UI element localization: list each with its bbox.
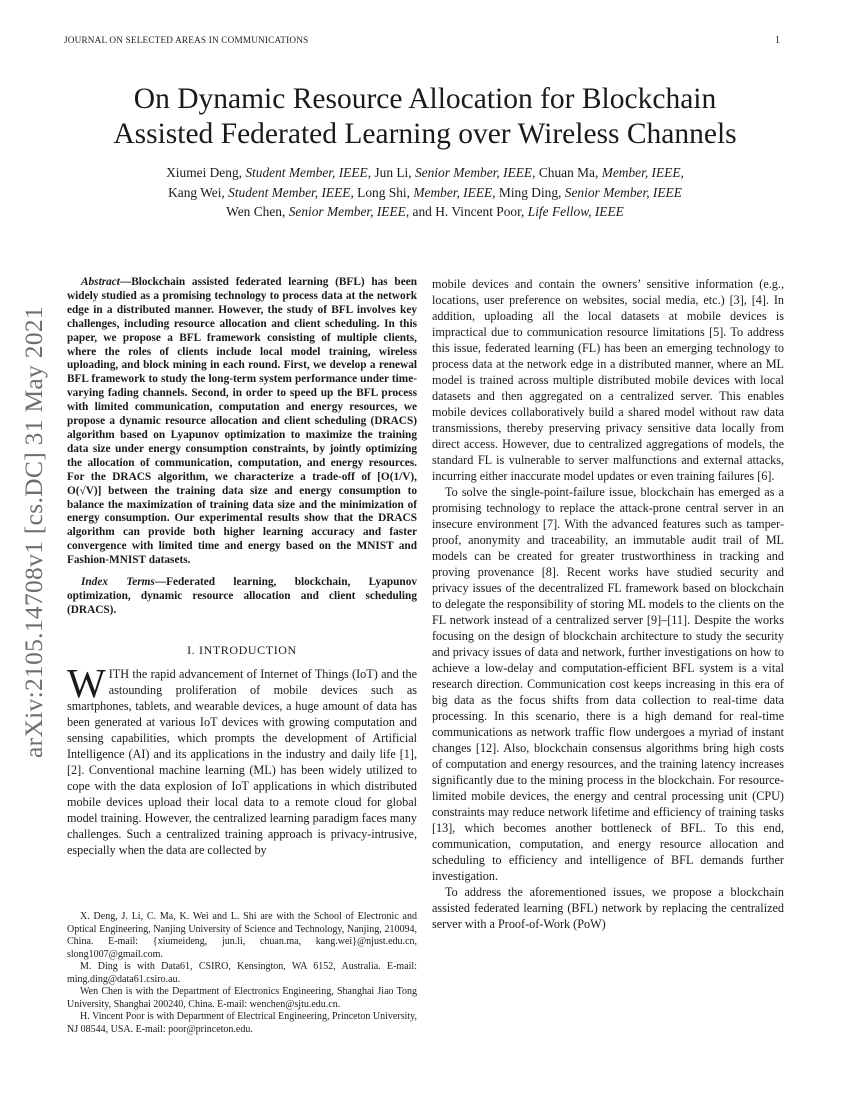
running-header: JOURNAL ON SELECTED AREAS IN COMMUNICATIONS xyxy=(64,35,309,45)
right-paragraph-2: To solve the single-point-failure issue, blockchain has emerged as a promising technology to replace the attack-prone central server in an insecure environment [7]. With the advanced features such as tamper-proof, anonymity and traceability, an immutable audit trail of ML models can be created for greater trustworthiness in tracking and proving provenance [8]. Recent works have studied security and privacy issues of the decentralized FL framework based on blockchain to delegate the responsibility of storing ML models to the clients on the FL network instead of a centralized server [9]–[11]. Despite the works focusing on the design of blockchain architecture to study the security and privacy issues of data and network, further investigations on how to achieve a low-delay and computation-efficient BFL system is a vital research direction. Communication cost keeps increasing in this era of big data as the focus shifts from data collection to real-time data processing. In this scenario, there is a high demand for real-time communications as network traffic flow undergoes a myriad of instant changes [12]. Also, blockchain consensus algorithms bring high costs of computation and energy resources, and the training latency increases significantly due to the mining process in the blockchain. For resource-limited mobile devices, the energy and central processing unit (CPU) constraints may reduce network lifetime and efficiency of training tasks [13], which becomes another bottleneck of BFL. To this end, communication, computation, and energy resource allocation and scheduling to efficiency and intelligence of BFL demands further investigation. xyxy=(432,485,784,883)
index-terms-text: —Federated learning, blockchain, Lyapunov optimization, dynamic resource allocation and client scheduling (DRACS). xyxy=(67,576,418,616)
abstract xyxy=(67,276,417,568)
author-name: Chuan Ma, xyxy=(538,165,599,180)
drop-cap: W xyxy=(67,659,106,706)
page-number: 1 xyxy=(775,35,780,46)
author-role: Member, IEEE, xyxy=(601,165,684,180)
author-name: Jun Li, xyxy=(374,165,412,180)
footnotes xyxy=(67,910,417,1036)
author-role: Student Member, IEEE, xyxy=(228,184,354,200)
footnote-affiliation-princeton: H. Vincent Poor is with Department of Electrical Engineering, Princeton University, NJ 08544, USA. E-mail: poor@princeton.edu. xyxy=(67,1011,417,1035)
author-role: Student Member, IEEE, xyxy=(245,165,372,180)
author-line-1 xyxy=(40,163,810,183)
author-role: Member, IEEE, xyxy=(413,184,496,200)
paper-title xyxy=(40,82,810,152)
intro-paragraph-1-text: ITH the rapid advancement of Internet of Things (IoT) and the astounding proliferation of mobile devices such as smartphones, tablets, and wearable devices, a huge amount of data has been generated at various IoT devices with growing computation and sensing capabilities, which prompts the development of Artificial Intelligence (AI) and its applications in the industry and daily life [1], [2]. Conventional machine learning (ML) has been widely utilized to cope with the data explosion of IoT applications in which distributed mobile devices upload their local data to a remote cloud for global model training. However, the centralized learning paradigm faces many challenges. Such a centralized training approach is privacy-intrusive, especially when the data are collected by xyxy=(67,666,417,857)
right-paragraph-3: To address the aforementioned issues, we propose a blockchain assisted federated learning (BFL) network by replacing the centralized server with a Proof-of-Work (PoW) xyxy=(432,885,784,931)
title-line-1: On Dynamic Resource Allocation for Blockchain xyxy=(133,83,717,115)
intro-paragraph-1 xyxy=(67,659,417,858)
author-conjunction: and xyxy=(412,204,432,219)
index-terms xyxy=(67,576,417,618)
abstract-label: Abstract xyxy=(81,276,120,288)
arxiv-stamp xyxy=(12,282,56,782)
author-role: Senior Member, IEEE xyxy=(564,184,682,200)
footnote-affiliation-njust: X. Deng, J. Li, C. Ma, K. Wei and L. Shi are with the School of Electronic and Optical Engineering, Nanjing University of Science and Technology, Nanjing, 210094, China. E-mail: {xiumeideng, jun.li, chuan.ma, kang.wei}@njust.edu.cn, slong1007@gmail.com. xyxy=(67,911,417,960)
author-role: Senior Member, IEEE, xyxy=(414,165,536,180)
author-name: H. Vincent Poor, xyxy=(435,204,525,219)
title-line-2: Assisted Federated Learning over Wireless Channels xyxy=(113,118,737,150)
index-terms-label: Index Terms xyxy=(81,576,155,589)
left-column xyxy=(67,276,417,858)
footnote-affiliation-sjtu: Wen Chen is with the Department of Electronics Engineering, Shanghai Jiao Tong University, Shanghai 200240, China. E-mail: wenchen@sjtu.edu.cn. xyxy=(67,986,417,1010)
arxiv-identifier[interactable]: arXiv:2105.14708v1 [cs.DC] 31 May 2021 xyxy=(19,306,48,758)
author-list xyxy=(40,163,810,222)
section-heading: I. INTRODUCTION xyxy=(187,642,297,657)
author-line-2 xyxy=(40,183,810,203)
author-name: Xiumei Deng, xyxy=(166,165,242,180)
author-role: Life Fellow, IEEE xyxy=(527,204,624,219)
author-name: Long Shi, xyxy=(357,184,410,200)
abstract-text: —Blockchain assisted federated learning (BFL) has been widely studied as a promising technology to process data at the network edge in a distributed manner. However, the study of BFL involves key challenges, including resource allocation and client scheduling. In this paper, we propose a BFL framework consisting of multiple clients, where the roles of clients include local model training, wireless uploading, and block mining in each round. First, we develop a renewal BFL framework to study the long-term system performance under time-varying fading channels. Second, in order to speed up the BFL process with limited communication, computation and energy resources, we propose a dynamic resource allocation and client scheduling (DRACS) algorithm based on Lyapunov optimization to maximize the training data size under energy consumption constraints, by jointly optimizing the allocation of communication, computation, and energy resources. For the DRACS algorithm, we characterize a trade-off of [O(1/V), O(√V)] between the training data size and energy consumption to balance the maximization of training data size and the minimization of energy consumption. Our experimental results show that the DRACS algorithm can provide both higher learning accuracy and faster convergence with limited time and energy based on the MNIST and Fashion-MNIST datasets. xyxy=(67,276,417,567)
right-column xyxy=(432,276,784,932)
author-name: Ming Ding, xyxy=(498,184,562,200)
footnote-affiliation-csiro: M. Ding is with Data61, CSIRO, Kensington, WA 6152, Australia. E-mail: ming.ding@data61.csiro.au. xyxy=(67,961,417,985)
author-role: Senior Member, IEEE, xyxy=(288,204,410,219)
right-paragraph-1: mobile devices and contain the owners’ sensitive information (e.g., locations, user preference on websites, social media, etc.) [3], [4]. In addition, uploading all the local datasets at mobile devices is impractical due to communication resource limitations [5]. To address this issue, federated learning (FL) has been an emerging technology to process data at the network edge in a distributed manner, where an ML model is trained across multiple distributed mobile devices with local datasets and then aggregated on a centralized server. This enables mobile devices collaboratively build a shared model without raw data transmissions, thereby preserving privacy sensitive data locally from direct access. However, due to centralized aggregations of models, the standard FL is vulnerable to server malfunctions and external attacks, incurring either inaccurate model updates or even training failures [6]. xyxy=(432,277,784,483)
author-name: Kang Wei, xyxy=(168,184,225,200)
author-line-3 xyxy=(40,202,810,222)
author-name: Wen Chen, xyxy=(226,204,286,219)
